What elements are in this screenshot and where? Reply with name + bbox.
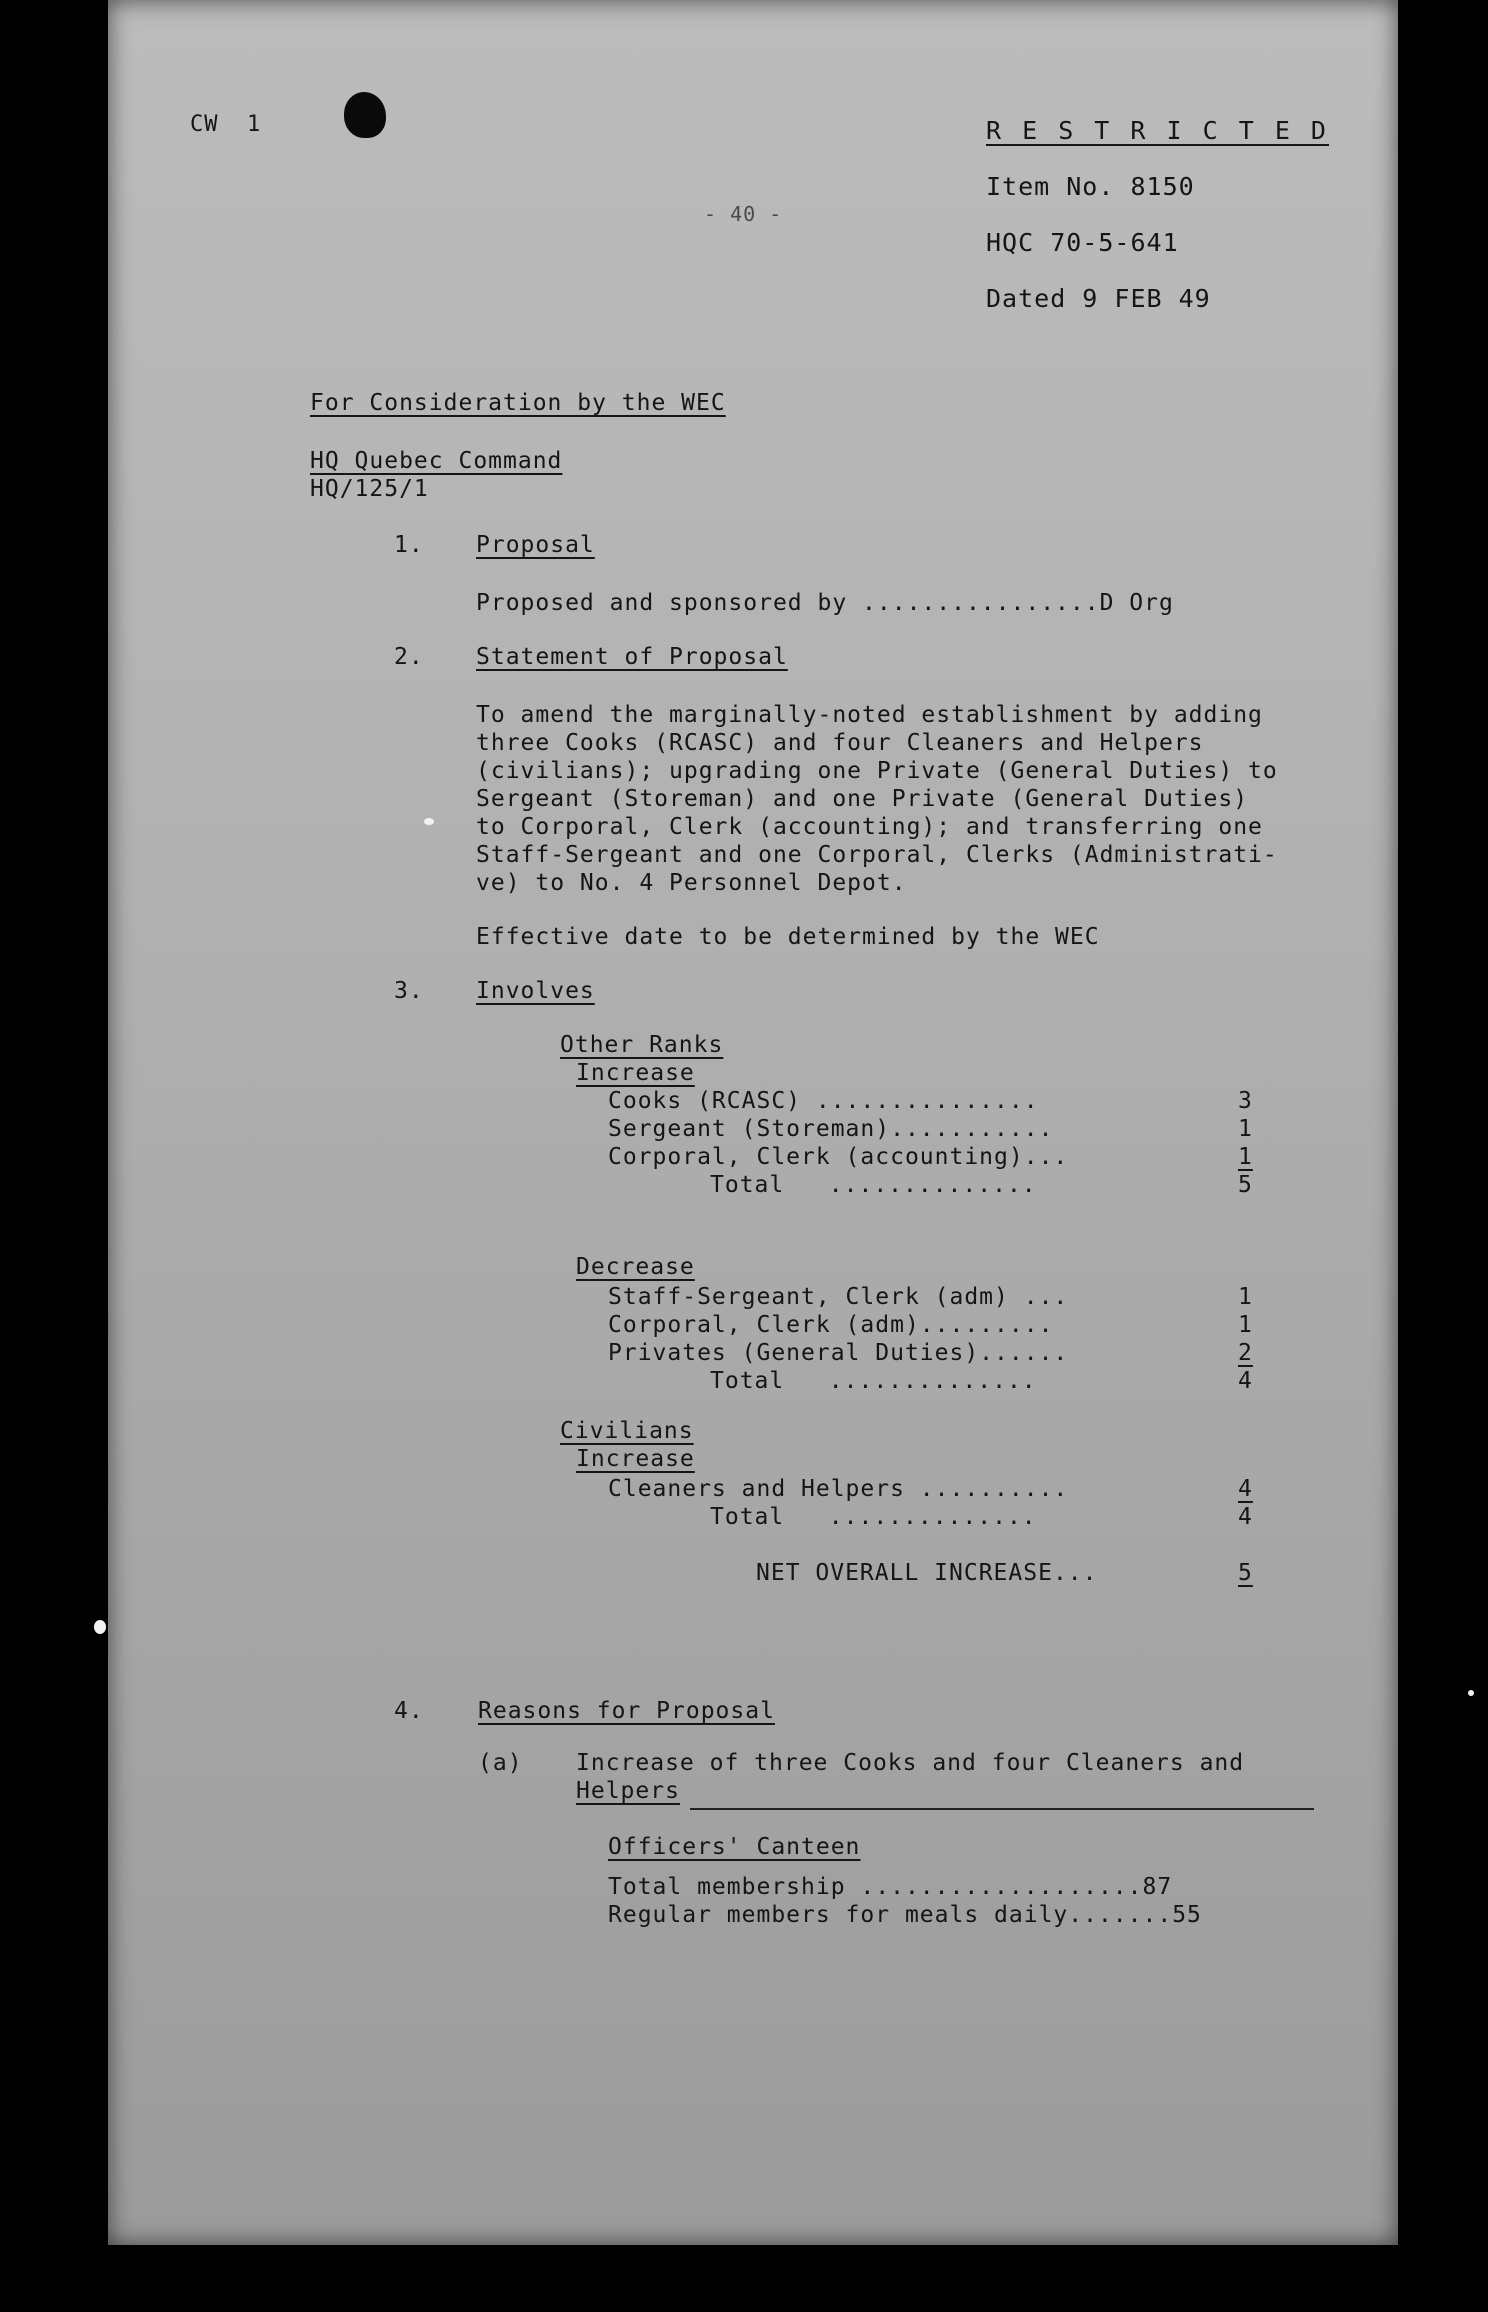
regular-members-line: Regular members for meals daily.......55 bbox=[608, 1902, 1202, 1928]
section-1-number: 1. bbox=[394, 532, 424, 558]
underline-rule bbox=[690, 1808, 1314, 1810]
proposal-line: (civilians); upgrading one Private (General Duties) to bbox=[476, 758, 1278, 784]
civilian-total-label: Total .............. bbox=[710, 1504, 1037, 1530]
hq-command: HQ Quebec Command bbox=[310, 448, 563, 474]
proposal-line: Sergeant (Storeman) and one Private (General Duties) bbox=[476, 786, 1249, 812]
classification-marking: R E S T R I C T E D bbox=[986, 116, 1329, 145]
civilians-heading: Civilians bbox=[560, 1418, 694, 1444]
hq-file-number: HQ/125/1 bbox=[310, 476, 429, 502]
subsection-a-line: Helpers bbox=[576, 1778, 680, 1804]
decrease-item-label: Corporal, Clerk (adm)......... bbox=[608, 1312, 1054, 1338]
decrease-item-label: Staff-Sergeant, Clerk (adm) ... bbox=[608, 1284, 1069, 1310]
increase-item-label: Corporal, Clerk (accounting)... bbox=[608, 1144, 1069, 1170]
proposal-line: To amend the marginally-noted establishment by adding bbox=[476, 702, 1263, 728]
subsection-a-number: (a) bbox=[478, 1750, 523, 1776]
paper-speck bbox=[1468, 1690, 1474, 1696]
decrease-item-qty: 1 bbox=[1238, 1312, 1253, 1338]
increase-item-qty: 3 bbox=[1238, 1088, 1253, 1114]
decrease-item-qty: 2 bbox=[1238, 1340, 1253, 1366]
file-reference: CW 1 bbox=[190, 112, 262, 137]
subsection-a-line: Increase of three Cooks and four Cleaners and bbox=[576, 1750, 1245, 1776]
proposal-line: Staff-Sergeant and one Corporal, Clerks (Administrati- bbox=[476, 842, 1278, 868]
section-1-title: Proposal bbox=[476, 532, 595, 558]
section-2-number: 2. bbox=[394, 644, 424, 670]
net-increase-qty: 5 bbox=[1238, 1560, 1253, 1586]
section-4-number: 4. bbox=[394, 1698, 424, 1724]
officers-canteen-heading: Officers' Canteen bbox=[608, 1834, 861, 1860]
civilian-increase-heading: Increase bbox=[576, 1446, 695, 1472]
decrease-total-qty: 4 bbox=[1238, 1368, 1253, 1394]
section-3-number: 3. bbox=[394, 978, 424, 1004]
increase-total-label: Total .............. bbox=[710, 1172, 1037, 1198]
date-line: Dated 9 FEB 49 bbox=[986, 284, 1211, 313]
decrease-total-label: Total .............. bbox=[710, 1368, 1037, 1394]
increase-item-label: Cooks (RCASC) ............... bbox=[608, 1088, 1039, 1114]
proposal-line: to Corporal, Clerk (accounting); and transferring one bbox=[476, 814, 1263, 840]
ink-blot bbox=[344, 92, 386, 138]
proposal-line: three Cooks (RCASC) and four Cleaners and Helpers bbox=[476, 730, 1204, 756]
increase-item-label: Sergeant (Storeman)........... bbox=[608, 1116, 1054, 1142]
decrease-item-label: Privates (General Duties)...... bbox=[608, 1340, 1069, 1366]
decrease-heading: Decrease bbox=[576, 1254, 695, 1280]
section-4-title: Reasons for Proposal bbox=[478, 1698, 775, 1724]
civilian-total-qty: 4 bbox=[1238, 1504, 1253, 1530]
section-3-title: Involves bbox=[476, 978, 595, 1004]
increase-heading: Increase bbox=[576, 1060, 695, 1086]
paper-speck bbox=[424, 818, 434, 825]
page-number: - 40 - bbox=[704, 202, 783, 226]
civilian-item-label: Cleaners and Helpers .......... bbox=[608, 1476, 1069, 1502]
item-number: Item No. 8150 bbox=[986, 172, 1195, 201]
net-increase-label: NET OVERALL INCREASE... bbox=[756, 1560, 1098, 1586]
total-membership-line: Total membership ...................87 bbox=[608, 1874, 1173, 1900]
section-1-text: Proposed and sponsored by ................D Org bbox=[476, 590, 1174, 616]
effective-date-line: Effective date to be determined by the WEC bbox=[476, 924, 1100, 950]
consideration-heading: For Consideration by the WEC bbox=[310, 390, 726, 416]
increase-item-qty: 1 bbox=[1238, 1144, 1253, 1170]
civilian-item-qty: 4 bbox=[1238, 1476, 1253, 1502]
hqc-reference: HQC 70-5-641 bbox=[986, 228, 1179, 257]
paper-speck bbox=[94, 1620, 106, 1634]
section-2-title: Statement of Proposal bbox=[476, 644, 788, 670]
proposal-line: ve) to No. 4 Personnel Depot. bbox=[476, 870, 907, 896]
other-ranks-heading: Other Ranks bbox=[560, 1032, 724, 1058]
increase-total-qty: 5 bbox=[1238, 1172, 1253, 1198]
increase-item-qty: 1 bbox=[1238, 1116, 1253, 1142]
decrease-item-qty: 1 bbox=[1238, 1284, 1253, 1310]
